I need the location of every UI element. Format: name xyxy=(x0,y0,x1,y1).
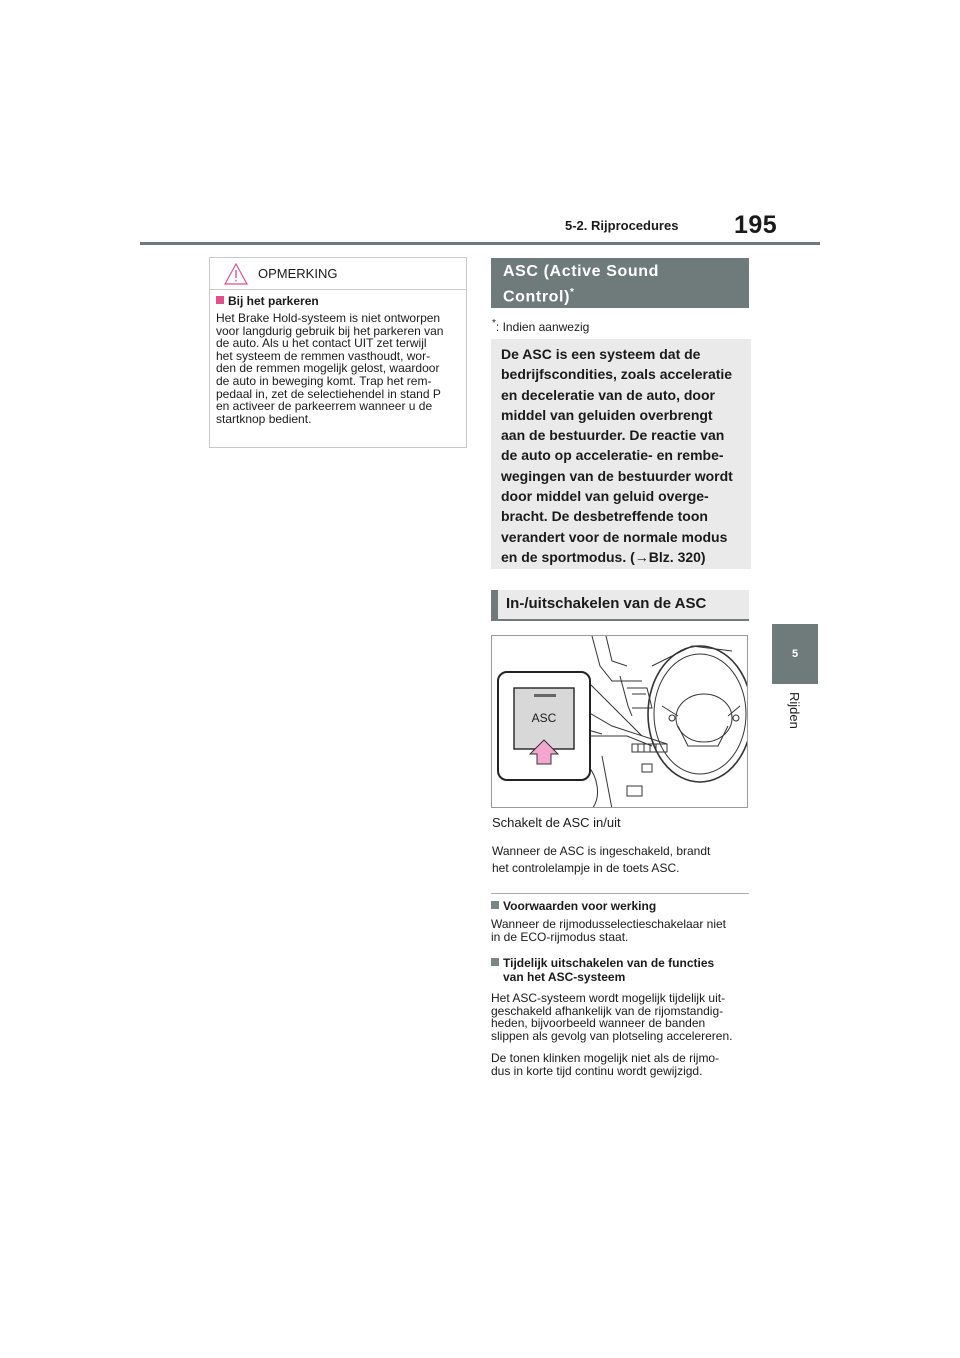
note-text-temporary: Het ASC-systeem wordt mogelijk tijdelijk uit- geschakeld afhankelijk van de rijomstandig- heden, bijvoorbeeld wanneer de banden slippen als gevolg van plotseling accelereren. xyxy=(491,991,733,1043)
bullet-square-icon xyxy=(491,958,499,966)
notice-box xyxy=(209,257,467,448)
section-heading-toggle: In-/uitschakelen van de ASC xyxy=(491,590,749,621)
bullet-square-icon xyxy=(216,296,224,304)
notice-body: Het Brake Hold-systeem is niet ontworpen voor langdurig gebruik bij het parkeren van de auto. Als u het contact UIT zet terwijl het systeem de remmen vasthoudt, wor- den de remmen mogelijk gelost, waardoor de auto in beweging komt. Trap het rem- pedaal in, zet de selectiehendel in stand P en activeer de parkeerrem wanneer u de startknop bedient. xyxy=(216,311,444,426)
note-text-conditions: Wanneer de rijmodusselectieschakelaar niet in de ECO-rijmodus staat. xyxy=(491,917,727,944)
note-text-tones: De tonen klinken mogelijk niet als de rijmo- dus in korte tijd continu wordt gewijzigd. xyxy=(491,1051,720,1078)
chapter-tab xyxy=(772,624,818,684)
notes-divider xyxy=(491,893,749,894)
section-heading-asc: ASC (Active Sound Control)* xyxy=(491,258,749,308)
notice-title: OPMERKING xyxy=(258,266,338,281)
bullet-square-icon xyxy=(491,901,499,909)
section-title: 5-2. Rijprocedures xyxy=(565,218,679,233)
chapter-label xyxy=(786,692,804,742)
illustration-caption: Schakelt de ASC in/uit xyxy=(492,815,621,830)
chapter-label-text: Rijden xyxy=(787,692,802,729)
caption-description: Wanneer de ASC is ingeschakeld, brandt het controlelampje in de toets ASC. xyxy=(492,844,711,875)
summary-box: De ASC is een systeem dat de bedrijfscondities, zoals acceleratie en deceleratie van de auto, door middel van geluiden overbrengt aan de bestuurder. De reactie van de auto op acceleratie- en rembe- wegingen van de bestuurder wordt door middel van geluid overge- bracht. De desbetreffende toon verandert voor de normale modus en de sportmodus. (→Blz. 320) xyxy=(491,339,751,569)
note-heading-conditions: Voorwaarden voor werking xyxy=(491,899,656,913)
notice-subtitle: Bij het parkeren xyxy=(216,294,319,308)
note-heading-temporary: Tijdelijk uitschakelen van de functies van het ASC-systeem xyxy=(491,956,714,984)
warning-icon xyxy=(224,263,248,285)
page-number: 195 xyxy=(734,211,778,239)
chapter-number: 5 xyxy=(791,648,799,660)
asc-button-label: ASC xyxy=(531,711,557,725)
notice-header xyxy=(210,258,466,290)
heading-bar xyxy=(491,590,498,621)
footnote: *: Indien aanwezig xyxy=(492,318,590,334)
dashboard-illustration xyxy=(491,635,748,808)
header-rule xyxy=(140,242,820,245)
